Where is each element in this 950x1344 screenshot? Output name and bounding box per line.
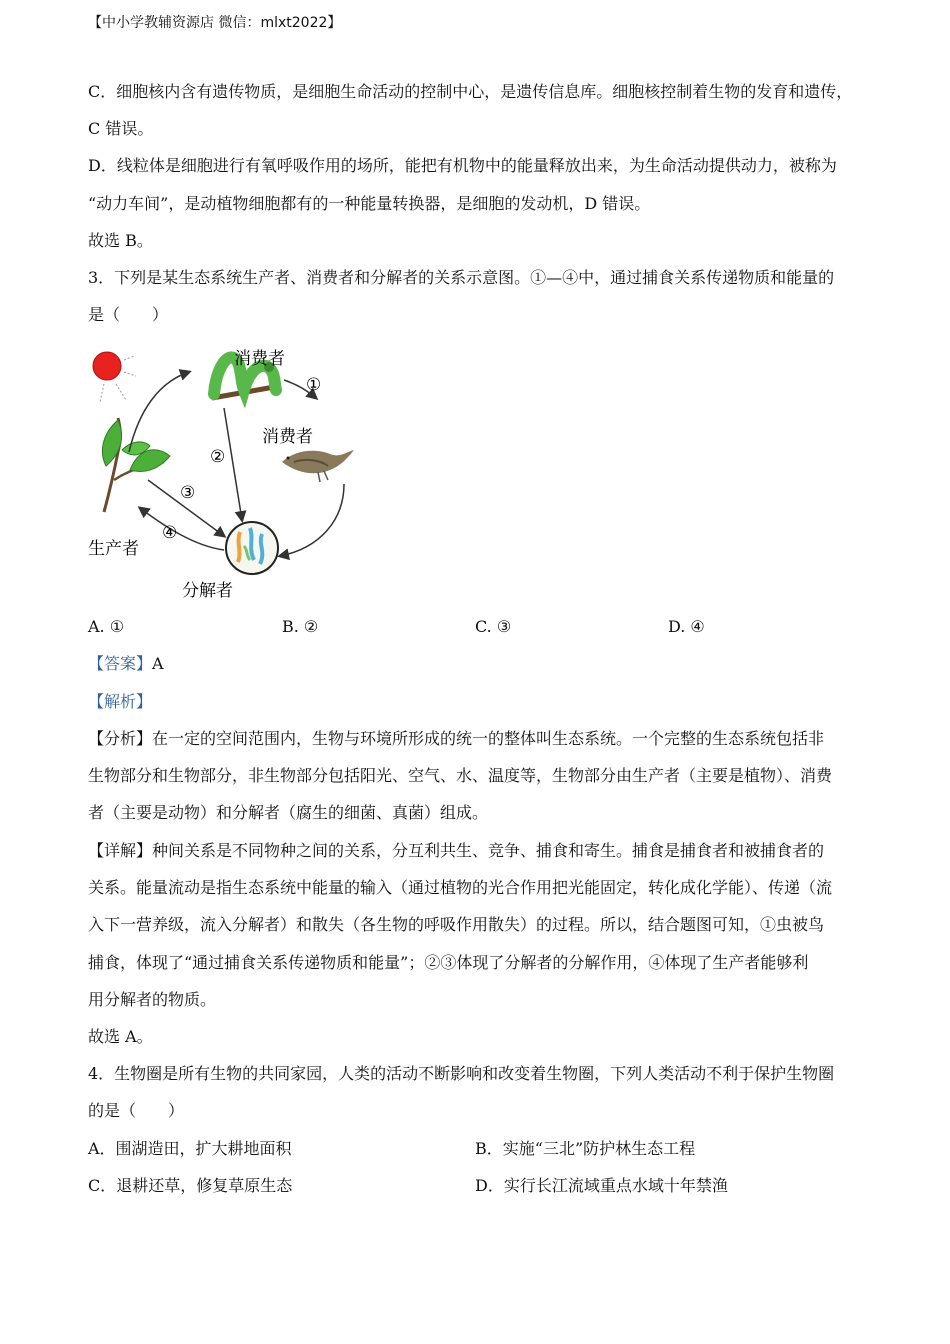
q3-stem-line2: 是（ ）: [88, 305, 169, 324]
fenxi-line2: 生物部分和生物部分，非生物部分包括阳光、空气、水、温度等，生物部分由生产者（主要是植物）、消费: [88, 766, 833, 785]
ecosystem-diagram: [84, 340, 354, 602]
fenxi-line1: [88, 729, 824, 749]
fenxi-text1: 在一定的空间范围内，生物与环境所形成的统一的整体叫生态系统。一个完整的生态系统包括非: [152, 729, 825, 748]
q3-answer-line: [88, 654, 164, 674]
label-consumer-top: 消费者: [234, 349, 285, 369]
mark-2: ②: [210, 447, 226, 467]
sun-icon: [93, 352, 136, 402]
answer-tag: 【答案】: [88, 654, 153, 673]
q4-option-a: A．围湖造田，扩大耕地面积: [88, 1139, 292, 1158]
answer-value: A: [152, 654, 164, 673]
q4-stem-line2: 的是（ ）: [88, 1101, 185, 1120]
detail-tag: 【详解】: [88, 841, 153, 860]
plant-icon: [102, 418, 170, 512]
label-consumer-right: 消费者: [262, 427, 313, 447]
q3-option-a: A. ①: [88, 617, 125, 636]
detail-line2: 关系。能量流动是指生态系统中能量的输入（通过植物的光合作用把光能固定，转化成化学能）、传递（流: [88, 878, 833, 897]
detail-text1: 种间关系是不同物种之间的关系，分互利共生、竞争、捕食和寄生。捕食是捕食者和被捕食者的: [152, 841, 825, 860]
bird-icon: [282, 450, 354, 482]
mark-4: ④: [162, 523, 178, 543]
label-decomposer: 分解者: [182, 581, 233, 601]
q2-option-c-line2: C 错误。: [88, 119, 154, 138]
fenxi-line3: 者（主要是动物）和分解者（腐生的细菌、真菌）组成。: [88, 803, 489, 822]
arrow-sun-plant-consumer: [129, 372, 189, 452]
q3-choose: 故选 A。: [88, 1027, 153, 1046]
label-producer: 生产者: [88, 539, 139, 559]
q3-option-c: C. ③: [475, 617, 512, 636]
q4-option-c: C．退耕还草，修复草原生态: [88, 1176, 293, 1195]
detail-line5: 用分解者的物质。: [88, 990, 217, 1009]
arrow-4: [140, 508, 224, 550]
detail-line1: [88, 841, 824, 861]
q4-stem-line1: 4．生物圈是所有生物的共同家园，人类的活动不断影响和改变着生物圈，下列人类活动不利于保护生物圈: [88, 1064, 835, 1083]
arrow-bird-decomposer: [280, 484, 344, 556]
analysis-tag: 【解析】: [88, 692, 153, 711]
mark-1: ①: [306, 375, 322, 395]
mark-3: ③: [180, 483, 196, 503]
q3-option-d: D. ④: [668, 617, 705, 636]
page-header: 【中小学教辅资源店 微信：mlxt2022】: [88, 15, 342, 31]
detail-line4: 捕食，体现了“通过捕食关系传递物质和能量”；②③体现了分解者的分解作用，④体现了生产者能够利: [88, 953, 809, 972]
q3-option-b: B. ②: [282, 617, 319, 636]
q3-stem-line1: 3．下列是某生态系统生产者、消费者和分解者的关系示意图。①—④中，通过捕食关系传递物质和能量的: [88, 268, 835, 287]
q2-option-c-line1: C．细胞核内含有遗传物质，是细胞生命活动的控制中心，是遗传信息库。细胞核控制着生物的发育和遗传，: [88, 82, 853, 101]
arrow-2: [224, 408, 242, 520]
q4-option-d: D．实行长江流域重点水域十年禁渔: [475, 1176, 728, 1195]
fenxi-tag: 【分析】: [88, 729, 153, 748]
q2-option-d-line1: D．线粒体是细胞进行有氧呼吸作用的场所，能把有机物中的能量释放出来，为生命活动提供动力，被称为: [88, 156, 837, 175]
q2-choose: 故选 B。: [88, 231, 153, 250]
detail-line3: 入下一营养级，流入分解者）和散失（各生物的呼吸作用散失）的过程。所以，结合题图可知，①虫被鸟: [88, 915, 825, 934]
q2-option-d-line2: “动力车间”，是动植物细胞都有的一种能量转换器，是细胞的发动机，D 错误。: [88, 194, 651, 213]
q4-option-b: B．实施“三北”防护林生态工程: [475, 1139, 696, 1158]
decomposer-icon: [226, 522, 278, 574]
